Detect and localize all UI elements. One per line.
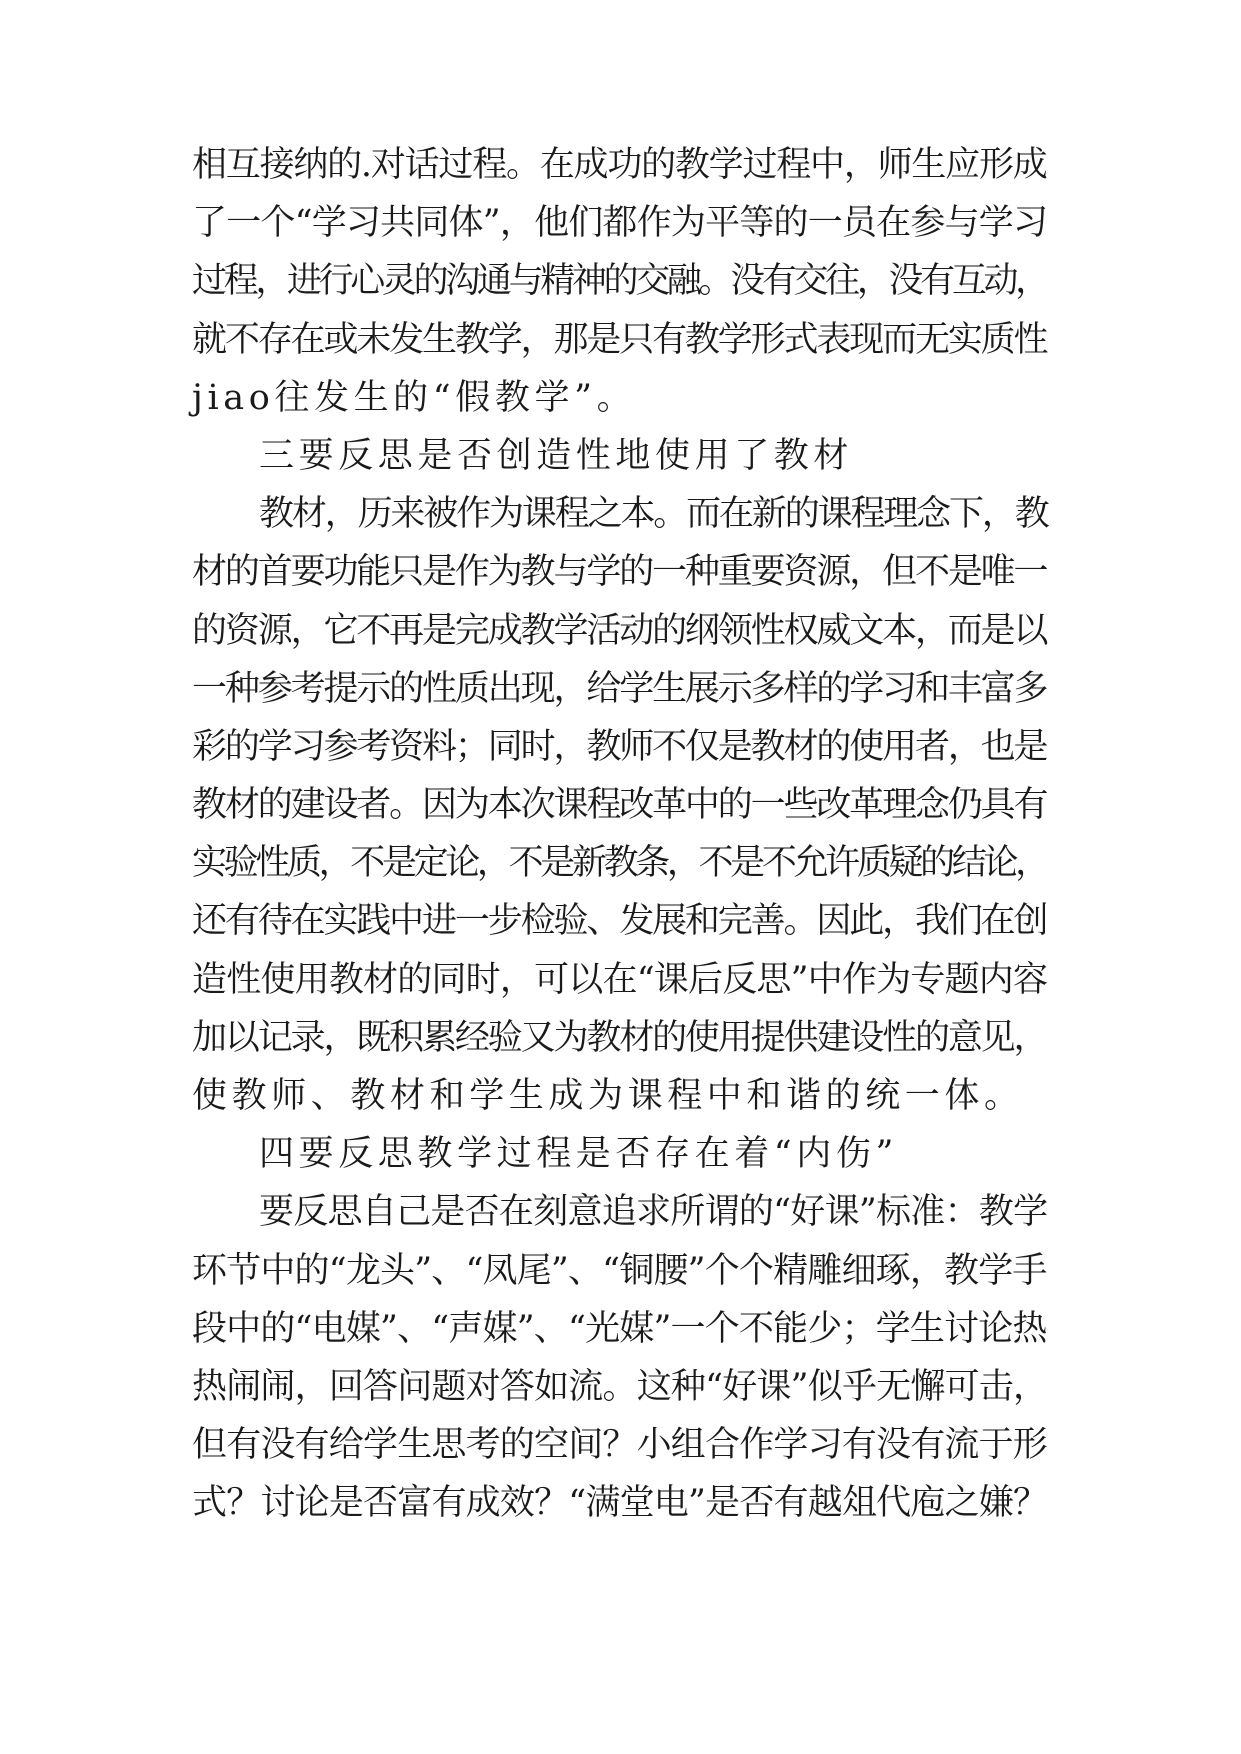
- paragraph-first-line: 要反思自己是否在刻意追求所谓的“好课”标准：教学: [259, 1192, 1048, 1233]
- text-line: 热闹闹，回答问题对答如流。这种“好课”似乎无懈可击，: [192, 1366, 1048, 1407]
- text-line: 就不存在或未发生教学，那是只有教学形式表现而无实质性: [192, 319, 1047, 360]
- text-line: 加以记录，既积累经验又为教材的使用提供建设性的意见，: [192, 1017, 1047, 1058]
- text-line: jiao往发生的“假教学”。: [192, 377, 637, 418]
- text-line: 一种参考提示的性质出现，给学生展示多样的学习和丰富多: [192, 668, 1047, 709]
- text-line: 过程，进行心灵的沟通与精神的交融。没有交往，没有互动，: [192, 261, 1047, 302]
- text-line: 段中的“电媒”、“声媒”、“光媒”一个不能少；学生讨论热: [192, 1308, 1047, 1349]
- text-line: 还有待在实践中进一步检验、发展和完善。因此，我们在创: [192, 901, 1047, 942]
- text-line: 相互接纳的.对话过程。在成功的教学过程中，师生应形成: [192, 145, 1047, 185]
- text-line: 的资源，它不再是完成教学活动的纲领性权威文本，而是以: [192, 610, 1047, 651]
- section-heading: 四要反思教学过程是否存在着“内伤”: [259, 1134, 898, 1175]
- paragraph-first-line: 教材，历来被作为课程之本。而在新的课程理念下，教: [259, 494, 1048, 535]
- text-line: 彩的学习参考资料；同时，教师不仅是教材的使用者，也是: [192, 726, 1047, 767]
- text-line: 但有没有给学生思考的空间？小组合作学习有没有流于形: [192, 1425, 1048, 1466]
- text-line: 环节中的“龙头”、“凤尾”、“铜腰”个个精雕细琢，教学手: [192, 1250, 1047, 1291]
- section-heading: 三要反思是否创造性地使用了教材: [259, 435, 854, 476]
- text-line: 式？讨论是否富有成效？“满堂电”是否有越俎代庖之嫌？: [192, 1483, 1048, 1524]
- text-line: 使教师、教材和学生成为课程中和谐的统一体。: [192, 1076, 1024, 1116]
- text-line: 实验性质，不是定论，不是新教条，不是不允许质疑的结论，: [192, 843, 1047, 884]
- text-line: 材的首要功能只是作为教与学的一种重要资源，但不是唯一: [192, 552, 1047, 593]
- text-line: 造性使用教材的同时，可以在“课后反思”中作为专题内容: [192, 959, 1048, 1000]
- text-line: 教材的建设者。因为本次课程改革中的一些改革理念仍具有: [192, 785, 1047, 826]
- text-line: 了一个“学习共同体”，他们都作为平等的一员在参与学习: [192, 203, 1048, 244]
- document-page: [192, 136, 1052, 1533]
